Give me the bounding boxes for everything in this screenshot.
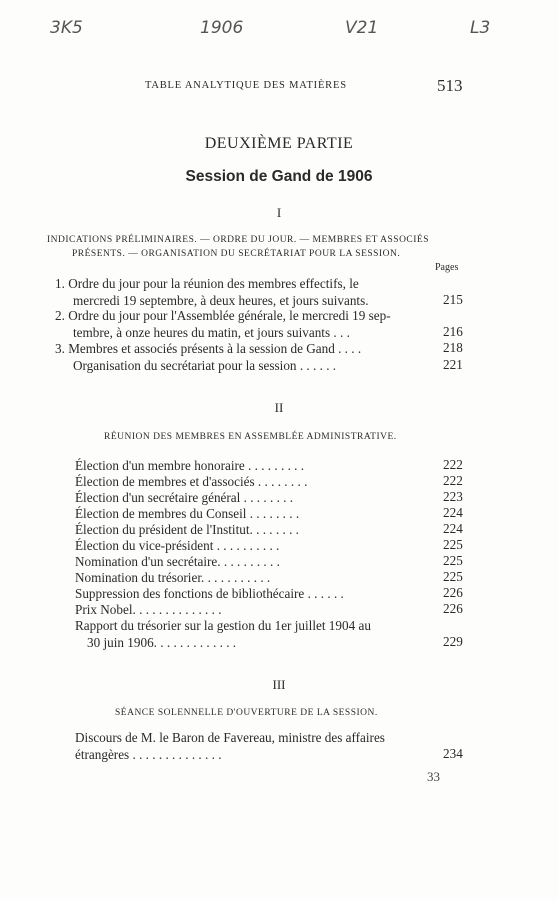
- toc-page: 223: [443, 489, 463, 504]
- signature-number: 33: [427, 769, 440, 784]
- toc-entry: Élection de membres du Conseil . . . . . . . .: [75, 506, 300, 521]
- handwritten-annotation: 1906: [200, 18, 244, 38]
- toc-entry: Rapport du trésorier sur la gestion du 1er juillet 1904 au: [75, 618, 371, 633]
- toc-entry: Élection de membres et d'associés . . . . . . . .: [75, 474, 308, 489]
- section-heading: INDICATIONS PRÉLIMINAIRES. — ORDRE DU JOUR. — MEMBRES ET ASSOCIÉS: [47, 235, 430, 245]
- handwritten-annotation: 3K5: [50, 18, 83, 38]
- toc-entry: Organisation du secrétariat pour la session . . . . . .: [73, 358, 337, 373]
- toc-page: 224: [443, 505, 463, 520]
- toc-entry: mercredi 19 septembre, à deux heures, et jours suivants.: [73, 293, 369, 308]
- toc-entry: tembre, à onze heures du matin, et jours suivants . . .: [73, 325, 350, 340]
- toc-page: 222: [443, 473, 463, 488]
- section-heading: RÉUNION DES MEMBRES EN ASSEMBLÉE ADMINISTRATIVE.: [104, 432, 397, 442]
- pages-label: Pages: [435, 262, 459, 273]
- toc-entry: Nomination d'un secrétaire. . . . . . . . . .: [75, 554, 280, 569]
- toc-entry: Élection d'un membre honoraire . . . . . . . . .: [75, 458, 305, 473]
- page-number: 513: [437, 76, 463, 95]
- toc-page: 225: [443, 569, 463, 584]
- toc-page: 225: [443, 537, 463, 552]
- toc-page: 221: [443, 357, 463, 372]
- section-roman: III: [272, 677, 286, 692]
- handwritten-annotation: V21: [345, 18, 379, 38]
- toc-page: 225: [443, 553, 463, 568]
- session-title: Session de Gand de 1906: [185, 168, 373, 185]
- toc-entry: Discours de M. le Baron de Favereau, ministre des affaires: [75, 730, 385, 745]
- section-heading: PRÉSENTS. — ORGANISATION DU SECRÉTARIAT POUR LA SESSION.: [72, 249, 401, 259]
- toc-page: 215: [443, 292, 463, 307]
- part-title: DEUXIÈME PARTIE: [204, 135, 354, 152]
- toc-page: 229: [443, 634, 463, 649]
- toc-entry: 1. Ordre du jour pour la réunion des membres effectifs, le: [55, 276, 359, 291]
- toc-page: 224: [443, 521, 463, 536]
- toc-page: 234: [443, 746, 463, 761]
- toc-entry: Élection du vice-président . . . . . . . . . .: [75, 538, 280, 553]
- toc-page: 218: [443, 340, 463, 355]
- toc-page: 226: [443, 601, 463, 616]
- toc-entry: 3. Membres et associés présents à la session de Gand . . . .: [55, 341, 362, 356]
- toc-page: 216: [443, 324, 463, 339]
- running-head: TABLE ANALYTIQUE DES MATIÈRES: [145, 80, 347, 91]
- toc-entry: Élection d'un secrétaire général . . . . . . . .: [75, 490, 294, 505]
- handwritten-annotation: L3: [470, 18, 491, 38]
- toc-page: 226: [443, 585, 463, 600]
- toc-entry: Prix Nobel. . . . . . . . . . . . . .: [75, 602, 222, 617]
- toc-entry: 2. Ordre du jour pour l'Assemblée générale, le mercredi 19 sep-: [55, 308, 391, 323]
- section-heading: SÉANCE SOLENNELLE D'OUVERTURE DE LA SESSION.: [115, 708, 378, 718]
- toc-entry: Suppression des fonctions de bibliothécaire . . . . . .: [75, 586, 344, 601]
- toc-entry: étrangères . . . . . . . . . . . . . .: [75, 747, 222, 762]
- toc-entry: Nomination du trésorier. . . . . . . . . . .: [75, 570, 271, 585]
- section-roman: II: [274, 400, 284, 415]
- toc-entry: 30 juin 1906. . . . . . . . . . . . .: [87, 635, 237, 650]
- toc-entry: Élection du président de l'Institut. . . . . . . .: [75, 522, 299, 537]
- section-roman: I: [276, 205, 282, 220]
- toc-page: 222: [443, 457, 463, 472]
